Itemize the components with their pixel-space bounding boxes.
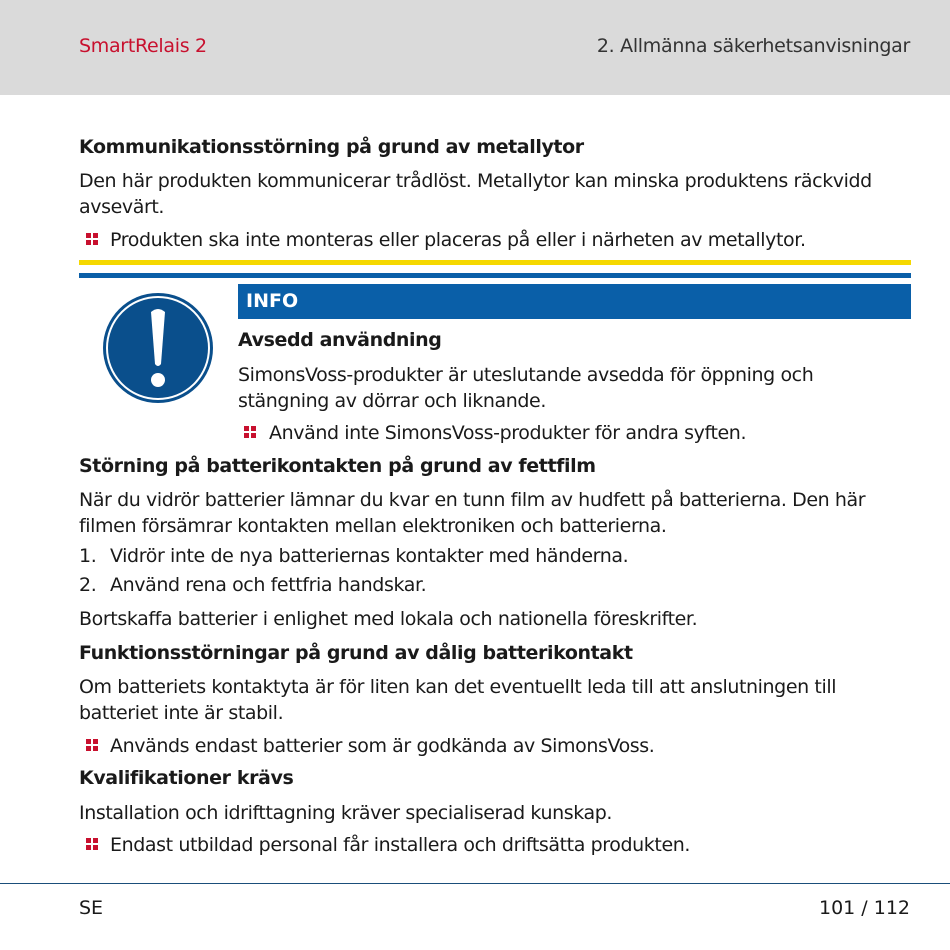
heading-qualifications: Kvalifikationer krävs — [79, 767, 294, 789]
bullet-icon — [86, 233, 98, 245]
blue-stripe — [79, 273, 911, 278]
step-number: 2. — [79, 574, 97, 596]
page-header — [0, 0, 950, 95]
bullet-icon — [244, 426, 256, 438]
yellow-stripe — [79, 260, 911, 265]
text-contact: Om batteriets kontaktyta är för liten kan det eventuellt leda till att anslutningen till batteriet inte är stabil. — [79, 676, 837, 724]
footer-language: SE — [79, 897, 104, 919]
text-info: SimonsVoss-produkter är uteslutande avsedda för öppning och stängning av dörrar och liknande. — [238, 364, 814, 412]
info-label: INFO — [246, 290, 299, 312]
text-grease: När du vidrör batterier lämnar du kvar en tunn film av hudfett på batterierna. Den här filmen försämrar kontakten mellan elektroniken och batterierna. — [79, 489, 866, 537]
text-metal: Den här produkten kommunicerar trådlöst. Metallytor kan minska produktens räckvidd avsevärt. — [79, 170, 872, 218]
page-number: 101 / 112 — [818, 897, 910, 919]
bullet-icon — [86, 838, 98, 850]
bullet-text: Produkten ska inte monteras eller placeras på eller i närheten av metallytor. — [110, 229, 806, 251]
heading-info: Avsedd användning — [238, 329, 442, 351]
exclamation-circle-icon — [102, 292, 214, 404]
bullet-icon — [86, 739, 98, 751]
heading-contact: Funktionsstörningar på grund av dålig batterikontakt — [79, 642, 633, 664]
step-text: Använd rena och fettfria handskar. — [110, 574, 427, 596]
bullet-text: Endast utbildad personal får installera och driftsätta produkten. — [110, 834, 691, 856]
bullet-text: Används endast batterier som är godkända av SimonsVoss. — [110, 735, 655, 757]
bullet-text: Använd inte SimonsVoss-produkter för andra syften. — [269, 422, 747, 444]
heading-metal: Kommunikationsstörning på grund av metallytor — [79, 136, 584, 158]
step-text: Vidrör inte de nya batteriernas kontakter med händerna. — [110, 545, 629, 567]
heading-grease: Störning på batterikontakten på grund av fettfilm — [79, 455, 596, 477]
brand-title: SmartRelais 2 — [79, 35, 207, 57]
text-disposal: Bortskaffa batterier i enlighet med lokala och nationella föreskrifter. — [79, 608, 698, 630]
chapter-title: 2. Allmänna säkerhetsanvisningar — [596, 35, 910, 57]
text-qualifications: Installation och idrifttagning kräver specialiserad kunskap. — [79, 802, 613, 824]
info-label-bar — [238, 284, 911, 319]
footer-divider — [0, 883, 950, 884]
step-number: 1. — [79, 545, 97, 567]
